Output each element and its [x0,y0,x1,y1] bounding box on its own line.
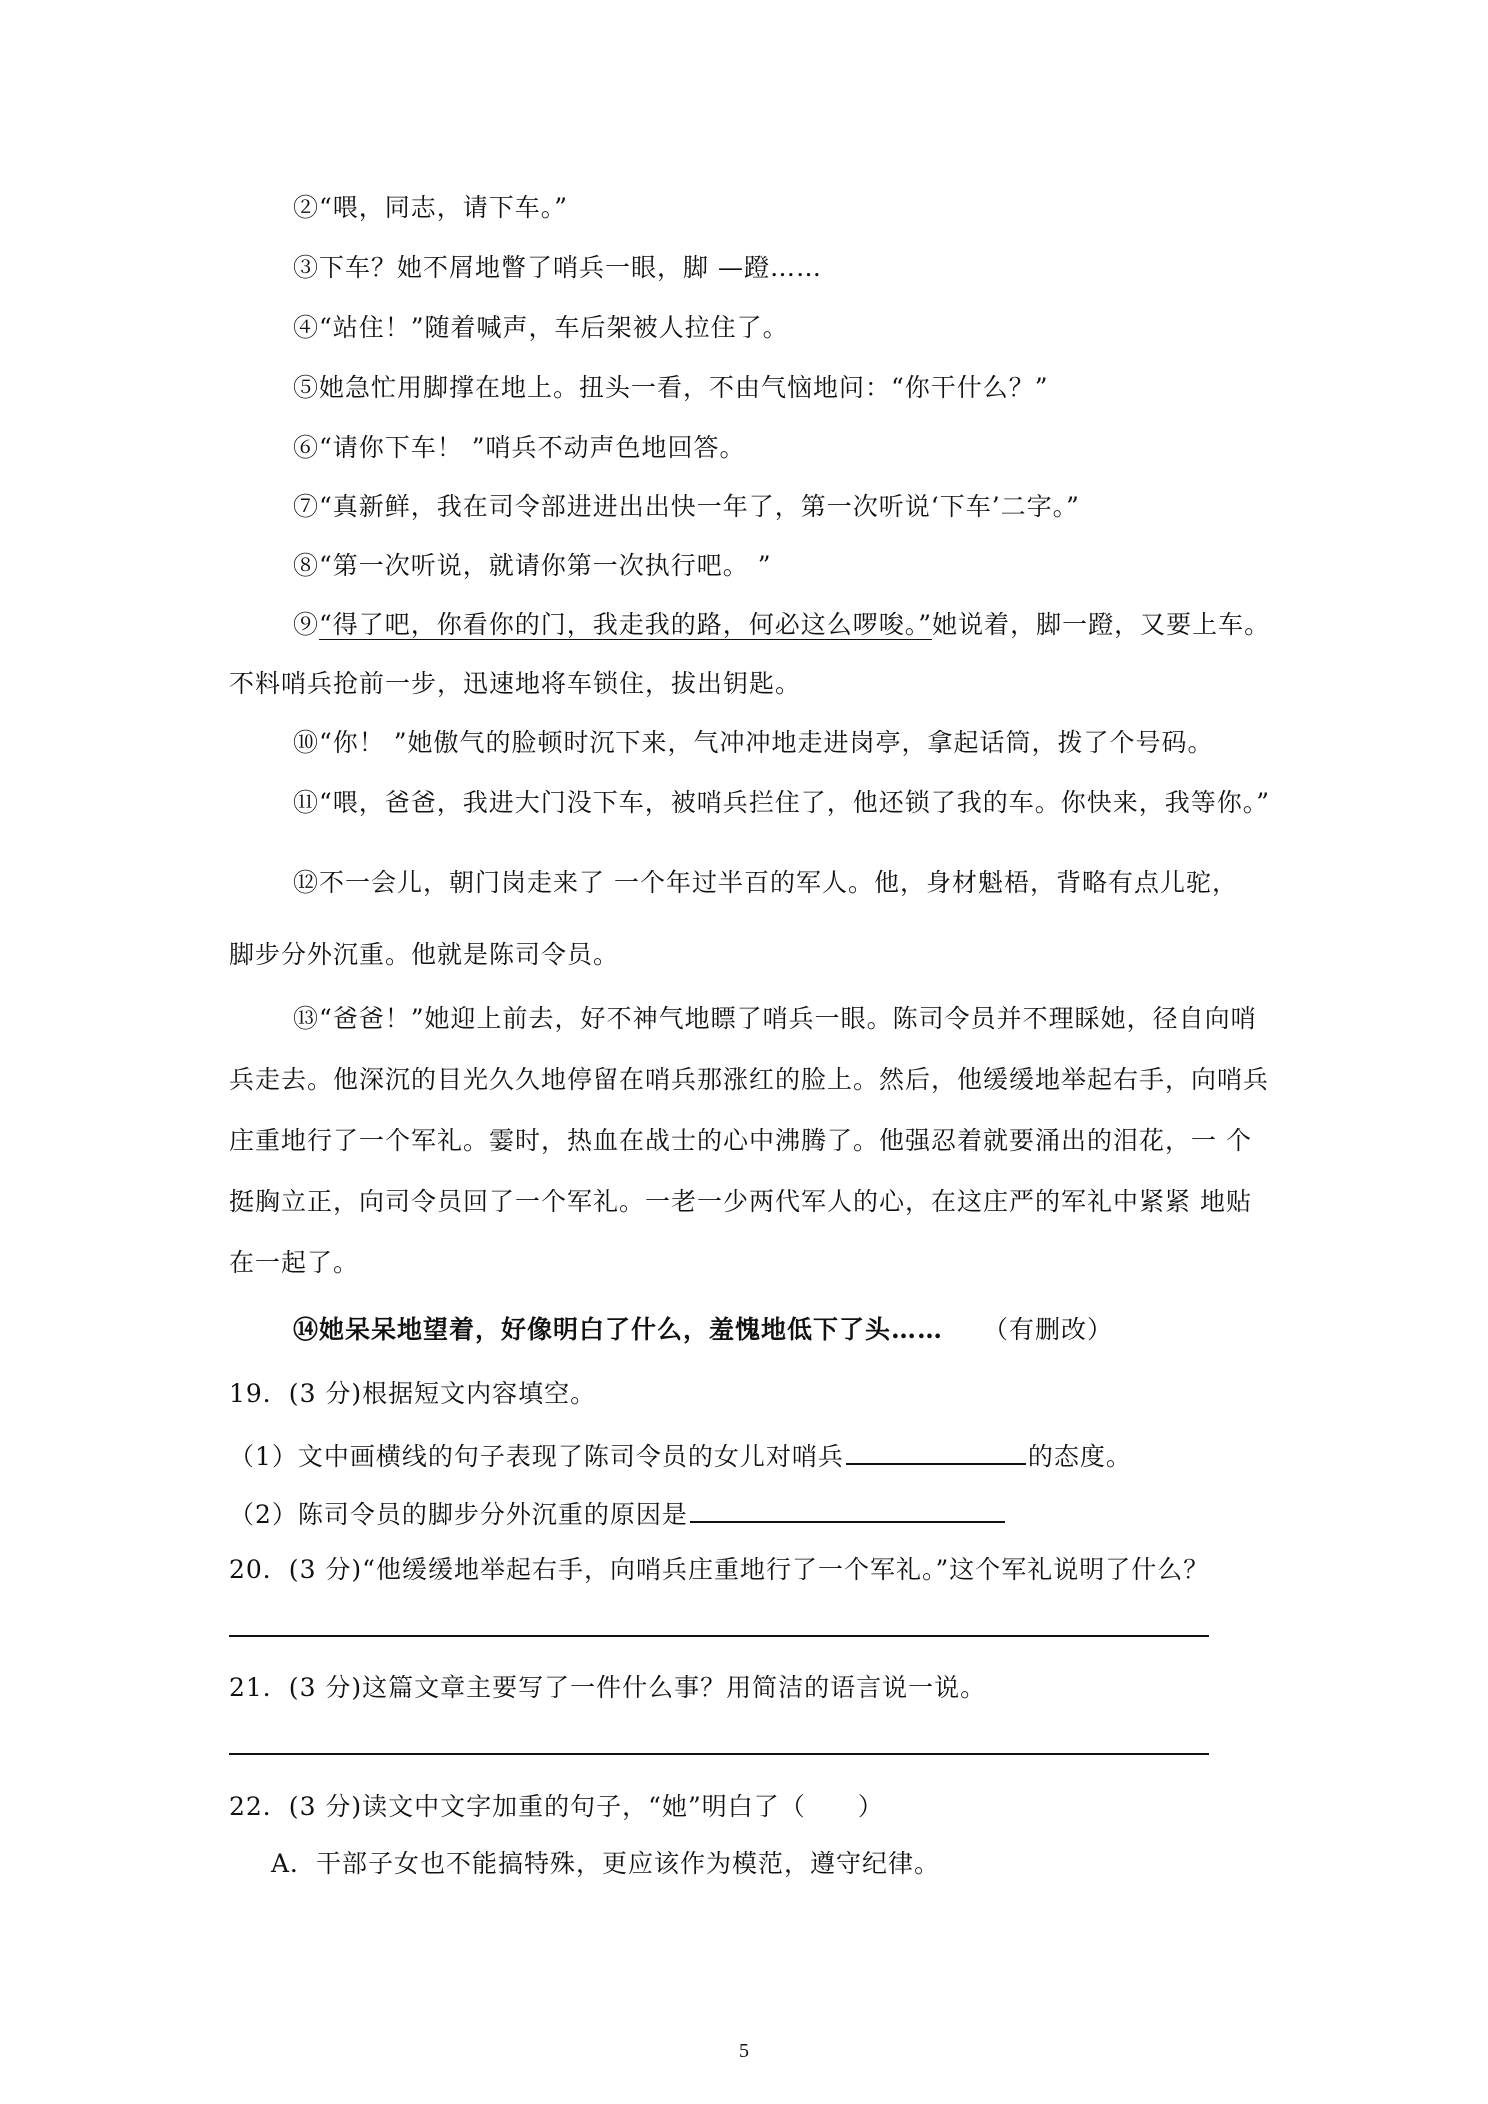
question-19-part-1-text: （1）文中画横线的句子表现了陈司令员的女儿对哨兵 [229,1442,844,1471]
question-20: 20．(3 分)“他缓缓地举起右手，向哨兵庄重地行了一个军礼。”这个军礼说明了什么？ [229,1555,1210,1584]
passage-paragraph-13-line-4: 挺胸立正，向司令员回了一个军礼。一老一少两代军人的心，在这庄严的军礼中紧紧 地贴 [229,1187,1252,1216]
question-21: 21．(3 分)这篇文章主要写了一件什么事？用简洁的语言说一说。 [229,1673,987,1702]
passage-paragraph-13: ⑬“爸爸！”她迎上前去，好不神气地瞟了哨兵一眼。陈司令员并不理睬她，径自向哨 [293,1004,1257,1033]
question-19-part-2-text: （2）陈司令员的脚步分外沉重的原因是 [229,1500,688,1529]
answer-line-20[interactable] [229,1635,1209,1637]
source-note: （有删改） [983,1315,1114,1344]
question-22: 22．(3 分)读文中文字加重的句子，“她”明白了（ ） [229,1792,884,1821]
question-19: 19．(3 分)根据短文内容填空。 [229,1379,597,1408]
passage-paragraph-13-line-5: 在一起了。 [229,1248,360,1277]
passage-paragraph-8: ⑧“第一次听说，就请你第一次执行吧。 ” [293,551,772,580]
paragraph-number: ⑨ [293,610,320,639]
passage-paragraph-9-continued: 不料哨兵抢前一步，迅速地将车锁住，拔出钥匙。 [229,669,802,698]
answer-blank-19-2[interactable] [690,1495,1005,1523]
passage-paragraph-12: ⑫不一会儿，朝门岗走来了 一个年过半百的军人。他，身材魁梧，背略有点儿驼， [293,868,1238,897]
passage-paragraph-5: ⑤她急忙用脚撑在地上。扭头一看，不由气恼地问：“你干什么？” [293,373,1049,402]
page-number: 5 [739,2040,749,2062]
passage-paragraph-9 [293,608,1270,642]
answer-blank-19-1[interactable] [846,1437,1026,1465]
passage-paragraph-2: ②“喂，同志，请下车。” [293,193,569,222]
answer-line-21[interactable] [229,1753,1209,1755]
passage-paragraph-4: ④“站住！”随着喊声，车后架被人拉住了。 [293,313,789,342]
passage-paragraph-11: ⑪“喂，爸爸，我进大门没下车，被哨兵拦住了，他还锁了我的车。你快来，我等你。” [293,788,1271,817]
question-19-part-1-suffix: 的态度。 [1027,1442,1132,1471]
passage-paragraph-13-line-2: 兵走去。他深沉的目光久久地停留在哨兵那涨红的脸上。然后，他缓缓地举起右手，向哨兵 [229,1065,1270,1094]
passage-paragraph-14 [293,1313,1113,1347]
question-22-option-a[interactable]: A．干部子女也不能搞特殊，更应该作为模范，遵守纪律。 [271,1849,941,1878]
passage-paragraph-6: ⑥“请你下车！ ”哨兵不动声色地回答。 [293,433,746,462]
bold-sentence: ⑭她呆呆地望着，好像明白了什么，羞愧地低下了头…… [293,1315,944,1344]
passage-paragraph-7: ⑦“真新鲜，我在司令部进进出出快一年了，第一次听说‘下车’二字。” [293,492,1080,521]
question-19-part-2 [229,1495,1007,1532]
paragraph-text: 她说着，脚一蹬，又要上车。 [932,610,1271,639]
underlined-sentence: “得了吧，你看你的门，我走我的路，何必这么啰唆。” [319,610,933,639]
passage-paragraph-12-continued: 脚步分外沉重。他就是陈司令员。 [229,940,620,969]
question-19-part-1 [229,1437,1132,1474]
passage-paragraph-3: ③下车？她不屑地瞥了哨兵一眼，脚 —蹬…… [293,253,822,282]
passage-paragraph-13-line-3: 庄重地行了一个军礼。霎时，热血在战士的心中沸腾了。他强忍着就要涌出的泪花，一 个 [229,1126,1252,1155]
passage-paragraph-10: ⑩“你！ ”她傲气的脸顿时沉下来，气冲冲地走进岗亭，拿起话筒，拨了个号码。 [293,728,1214,757]
